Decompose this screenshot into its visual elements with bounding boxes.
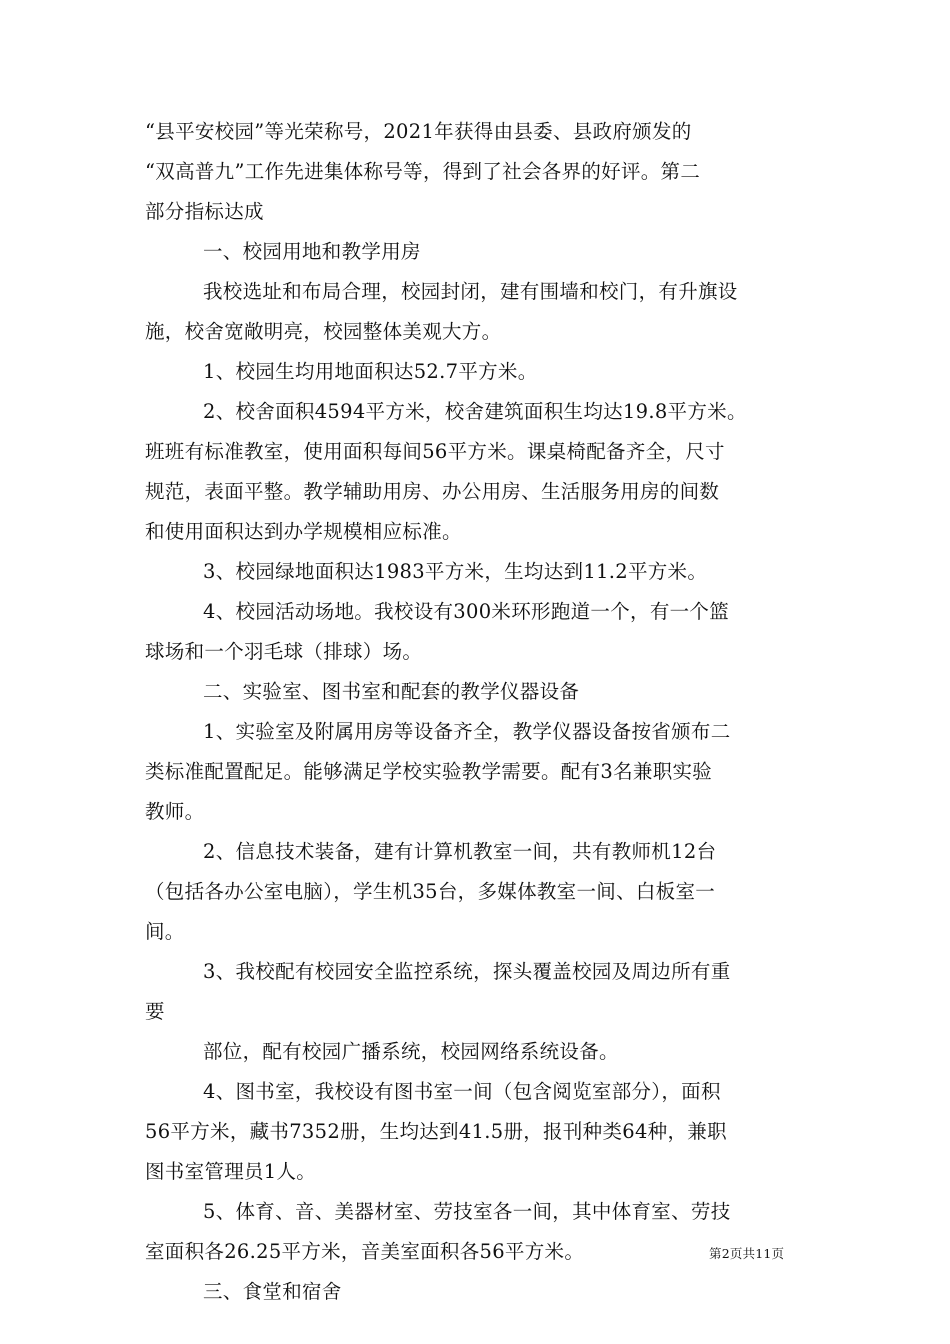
body-text-line: 56平方米，藏书7352册，生均达到41.5册，报刊种类64种，兼职: [145, 1120, 727, 1143]
body-text-line: “县平安校园”等光荣称号，2021年获得由县委、县政府颁发的: [145, 120, 692, 143]
section-heading: 三、食堂和宿舍: [203, 1280, 342, 1303]
body-text-line: 2、信息技术装备，建有计算机教室一间，共有教师机12台: [203, 840, 717, 863]
section-heading: 二、实验室、图书室和配套的教学仪器设备: [203, 680, 580, 703]
body-text-line: 图书室管理员1人。: [145, 1160, 317, 1183]
body-text-line: 4、图书室，我校设有图书室一间（包含阅览室部分），面积: [203, 1080, 721, 1103]
body-text-line: 部分指标达成: [145, 200, 264, 223]
body-text-line: 2、校舍面积4594平方米，校舍建筑面积生均达19.8平方米。: [203, 400, 747, 423]
body-text-line: 规范，表面平整。教学辅助用房、办公用房、生活服务用房的间数: [145, 480, 720, 503]
body-text-line: 部位，配有校园广播系统，校园网络系统设备。: [203, 1040, 619, 1063]
body-text-line: “双高普九”工作先进集体称号等，得到了社会各界的好评。第二: [145, 160, 701, 183]
body-text-line: 施，校舍宽敞明亮，校园整体美观大方。: [145, 320, 502, 343]
body-text-line: 球场和一个羽毛球（排球）场。: [145, 640, 423, 663]
body-text-line: 1、实验室及附属用房等设备齐全，教学仪器设备按省颁布二: [203, 720, 731, 743]
body-text-line: 教师。: [145, 800, 205, 823]
body-text-line: 3、校园绿地面积达1983平方米，生均达到11.2平方米。: [203, 560, 708, 583]
body-text-line: 和使用面积达到办学规模相应标准。: [145, 520, 462, 543]
page-number-footer: 第2页共11页: [709, 1246, 785, 1261]
body-text-line: 室面积各26.25平方米，音美室面积各56平方米。: [145, 1240, 585, 1263]
body-text-line: 5、体育、音、美器材室、劳技室各一间，其中体育室、劳技: [203, 1200, 731, 1223]
body-text-line: 1、校园生均用地面积达52.7平方米。: [203, 360, 538, 383]
body-text-line: 间。: [145, 920, 185, 943]
body-text-line: 3、我校配有校园安全监控系统，探头覆盖校园及周边所有重: [203, 960, 731, 983]
body-text-line: 类标准配置配足。能够满足学校实验教学需要。配有3名兼职实验: [145, 760, 713, 783]
body-text-line: 4、校园活动场地。我校设有300米环形跑道一个，有一个篮: [203, 600, 730, 623]
body-text-line: 要: [145, 1000, 165, 1023]
section-heading: 一、校园用地和教学用房: [203, 240, 421, 263]
body-text-line: 我校选址和布局合理，校园封闭，建有围墙和校门，有升旗设: [203, 280, 738, 303]
body-text-line: （包括各办公室电脑），学生机35台，多媒体教室一间、白板室一: [145, 880, 716, 903]
body-text-line: 班班有标准教室，使用面积每间56平方米。课桌椅配备齐全，尺寸: [145, 440, 725, 463]
